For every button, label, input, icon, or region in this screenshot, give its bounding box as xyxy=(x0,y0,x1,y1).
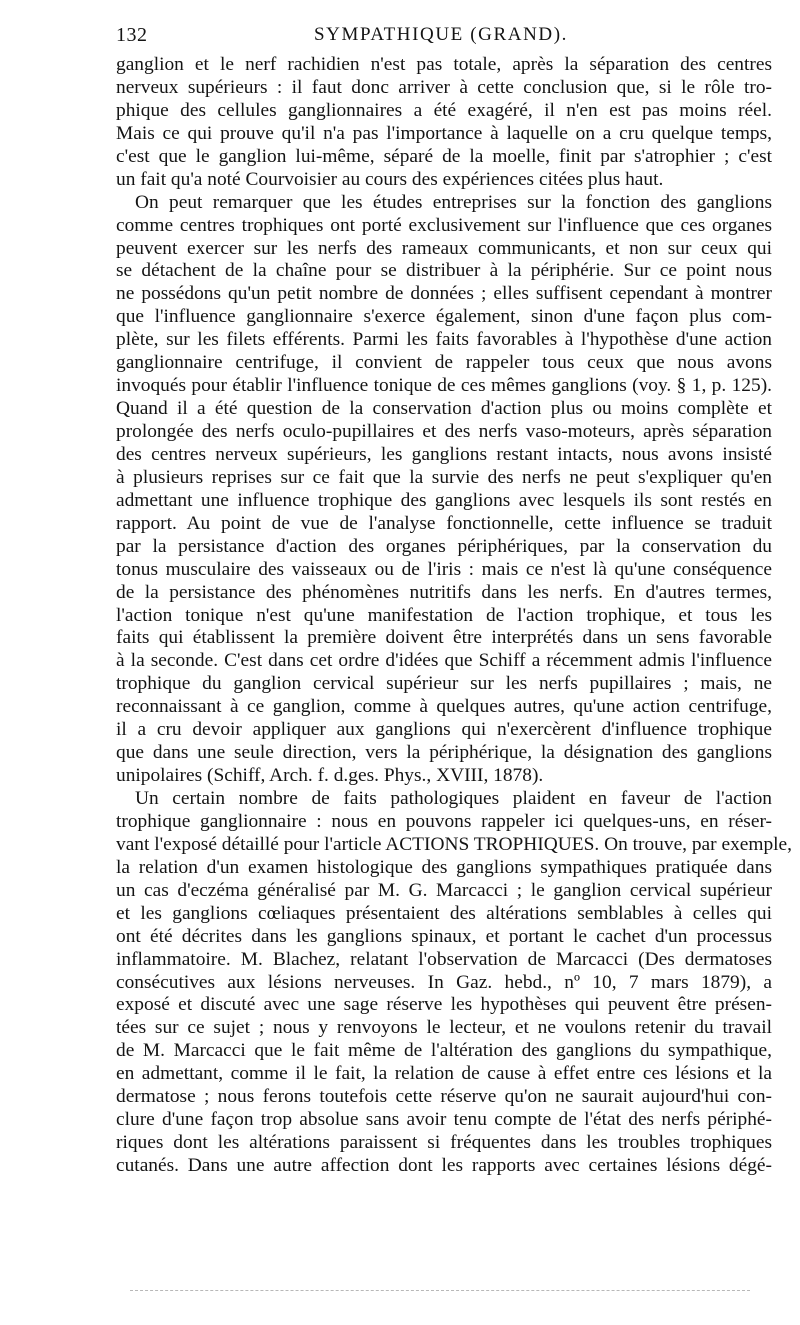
text-line: de M. Marcacci que le fait même de l'altération des ganglions du sympathique, xyxy=(116,1040,772,1062)
text-line: inflammatoire. M. Blachez, relatant l'observation de Marcacci (Des dermatoses xyxy=(116,948,772,970)
running-head xyxy=(116,24,766,50)
text-line: trophique ganglionnaire : nous en pouvons rappeler ici quelques-uns, en réser- xyxy=(116,810,772,832)
text-line: On peut remarquer que les études entreprises sur la fonction des ganglions xyxy=(135,191,772,213)
text-line: que l'influence ganglionnaire s'exerce également, sinon d'une façon plus com- xyxy=(116,306,772,328)
text-line: ont été décrites dans les ganglions spinaux, et portant le cachet d'un processus xyxy=(116,925,772,947)
text-line: Quand il a été question de la conservation d'action plus ou moins complète et xyxy=(116,398,772,420)
running-title: SYMPATHIQUE (GRAND). xyxy=(313,24,569,45)
text-line: clure d'une façon trop absolue sans avoir tenu compte de l'état des nerfs périphé- xyxy=(116,1109,772,1131)
text-line: tonus musculaire des vaisseaux ou de l'iris : mais ce n'est là qu'une conséquence xyxy=(116,558,772,580)
text-line: phique des cellules ganglionnaires a été exagéré, il n'en est pas moins réel. xyxy=(116,99,772,121)
page-number: 132 xyxy=(116,24,148,46)
text-line: trophique du ganglion cervical supérieur sur les nerfs pupillaires ; mais, ne xyxy=(116,673,772,695)
text-line: cutanés. Dans une autre affection dont les rapports avec certaines lésions dégé- xyxy=(116,1155,772,1176)
text-line: un fait qu'a noté Courvoisier au cours des expériences citées plus haut. xyxy=(116,168,664,190)
text-line: que dans une seule direction, vers la périphérique, la désignation des ganglions xyxy=(116,742,772,764)
text-line: tées sur ce sujet ; nous y renvoyons le lecteur, et ne voulons retenir du travail xyxy=(116,1017,772,1039)
text-line: en admettant, comme il le fait, la relation de cause à effet entre ces lésions et la xyxy=(116,1063,772,1085)
paragraph xyxy=(116,788,793,1178)
text-line: exposé et discuté avec une sage réserve les hypothèses qui peuvent être présen- xyxy=(116,994,772,1016)
text-line: dermatose ; nous ferons toutefois cette réserve qu'on ne saurait aujourd'hui con- xyxy=(116,1086,772,1108)
text-line: admettant une influence trophique des ganglions avec lesquels ils sont restés en xyxy=(116,489,772,511)
body-text xyxy=(116,54,793,1178)
text-line: et les ganglions cœliaques présentaient des altérations semblables à celles qui xyxy=(116,902,772,924)
text-line: ne possédons qu'un petit nombre de données ; elles suffisent cependant à montrer xyxy=(116,283,772,305)
paragraph xyxy=(116,54,772,192)
text-line: un cas d'eczéma généralisé par M. G. Marcacci ; le ganglion cervical supérieur xyxy=(116,879,772,901)
text-line: plète, sur les filets efférents. Parmi les faits favorables à l'hypothèse d'une action xyxy=(116,329,772,351)
text-line: de la persistance des phénomènes nutritifs dans les nerfs. En d'autres termes, xyxy=(116,581,772,603)
footer-rule xyxy=(130,1290,750,1291)
text-line: l'action tonique n'est qu'une manifestation de l'action trophique, et tous les xyxy=(116,604,772,626)
text-line: consécutives aux lésions nerveuses. In Gaz. hebd., nº 10, 7 mars 1879), a xyxy=(116,971,772,993)
text-line: se détachent de la chaîne pour se distribuer à la périphérie. Sur ce point nous xyxy=(116,260,772,282)
text-line: la relation d'un examen histologique des ganglions sympathiques pratiquée dans xyxy=(116,856,772,878)
text-line: prolongée des nerfs oculo-pupillaires et des nerfs vaso-moteurs, après séparation xyxy=(116,421,772,442)
text-line: rapport. Au point de vue de l'analyse fonctionnelle, cette influence se traduit xyxy=(116,512,772,534)
text-line: comme centres trophiques ont porté exclusivement sur l'influence que ces organes xyxy=(116,214,772,236)
text-line: Un certain nombre de faits pathologiques plaident en faveur de l'action xyxy=(135,788,772,809)
text-line: c'est que le ganglion lui-même, séparé de la moelle, finit par s'atrophier ; c'est xyxy=(116,145,772,167)
text-line: par la persistance d'action des organes périphériques, par la conservation du xyxy=(116,535,772,557)
text-line: des centres nerveux supérieurs, les ganglions restant intacts, nous avons insisté xyxy=(116,443,772,465)
text-line: il a cru devoir appliquer aux ganglions qui n'exercèrent d'influence trophique xyxy=(116,719,772,741)
text-line: à plusieurs reprises sur ce fait que la survie des nerfs ne peut s'expliquer qu'en xyxy=(116,466,772,488)
text-line: peuvent exercer sur les nerfs des rameaux communicants, et non sur ceux qui xyxy=(116,237,772,259)
text-line: reconnaissant à ce ganglion, comme à quelques autres, qu'une action centrifuge, xyxy=(116,696,772,718)
text-line: Mais ce qui prouve qu'il n'a pas l'importance à laquelle on a cru quelque temps, xyxy=(116,122,772,144)
text-line: ganglion et le nerf rachidien n'est pas totale, après la séparation des centres xyxy=(116,54,772,75)
text-line: à la seconde. C'est dans cet ordre d'idées que Schiff a récemment admis l'influence xyxy=(116,650,772,672)
text-line: nerveux supérieurs : il faut donc arriver à cette conclusion que, si le rôle tro- xyxy=(116,76,772,98)
text-line: invoqués pour établir l'influence tonique de ces mêmes ganglions (voy. § 1, p. 125). xyxy=(116,375,772,397)
text-line: unipolaires (Schiff, Arch. f. d.ges. Phys., XVIII, 1878). xyxy=(116,765,544,787)
text-line: vant l'exposé détaillé pour l'article ACTIONS TROPHIQUES. On trouve, par exemple, xyxy=(116,833,793,855)
text-line: riques dont les altérations paraissent si fréquentes dans les troubles trophiques xyxy=(116,1132,772,1154)
text-line: faits qui établissent la première doivent être interprétés dans un sens favorable xyxy=(116,627,772,649)
paragraph xyxy=(116,192,772,788)
text-line: ganglionnaire centrifuge, il convient de rappeler tous ceux que nous avons xyxy=(116,352,772,374)
